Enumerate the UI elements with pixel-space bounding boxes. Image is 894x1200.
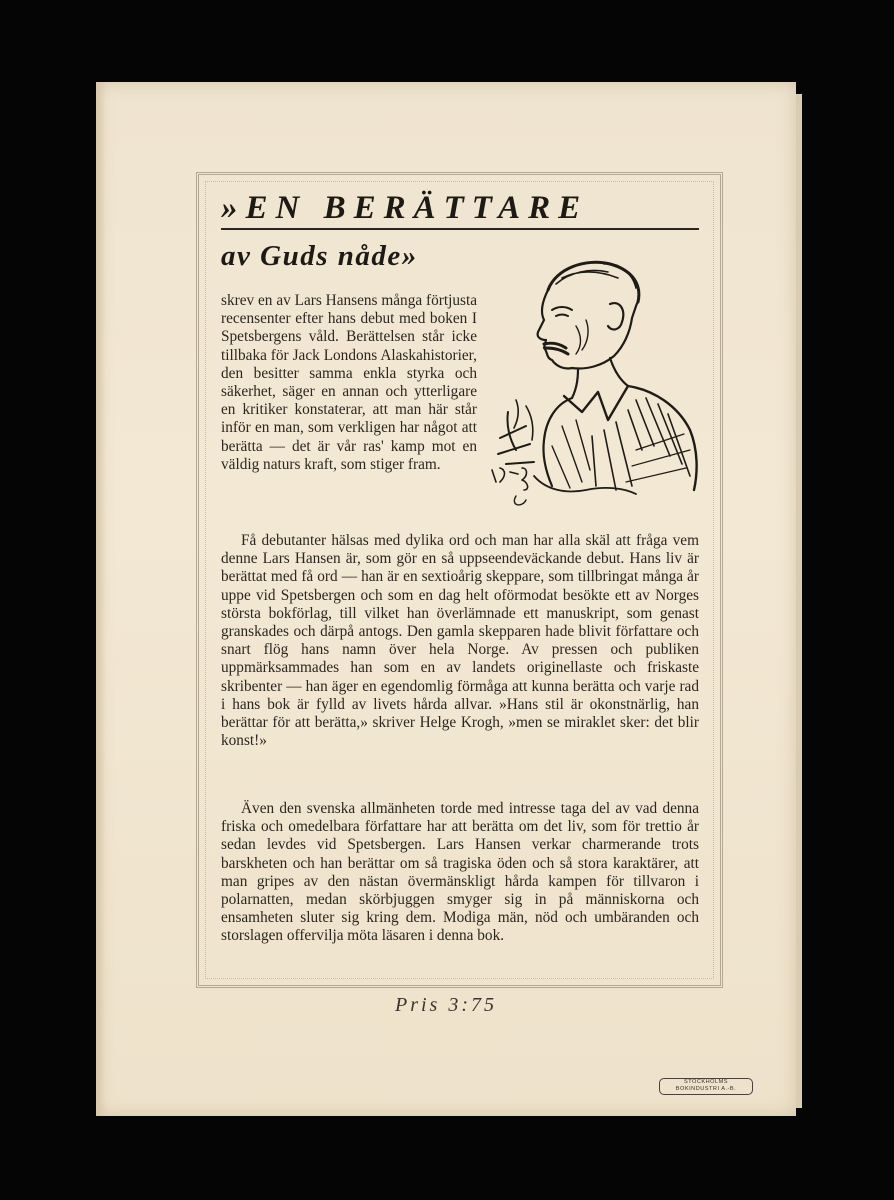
author-portrait-sketch xyxy=(486,250,702,510)
subheadline: av Guds nåde» xyxy=(221,240,418,272)
intro-paragraph: skrev en av Lars Hansens många förtjusta recensenter efter hans debut med boken I Spetsbergens våld. Berättelsen står icke tillbaka för Jack Londons Alaskahistorier, den besitter samma enkla styrka och säkerhet, säger en annan och ytterligare en kritiker konstaterar, att man här står inför en man, som verkligen har något att berätta — det är vår ras' kamp mot en väldig naturs kraft, som stiger fram. xyxy=(221,292,477,473)
price-label: Pris 3:75 xyxy=(395,994,497,1016)
printer-stamp xyxy=(659,1078,753,1095)
headline: »EN BERÄTTARE xyxy=(221,190,589,226)
book-back-cover xyxy=(96,82,796,1116)
printer-stamp-line-1: STOCKHOLMS xyxy=(683,1079,729,1085)
body-paragraph-2: Även den svenska allmänheten torde med intresse taga del av vad denna friska och omedelbara författare har att berätta om det liv, som för trettio år sedan levdes vid Spetsbergen. Lars Hansen verkar charmerande trots barskheten och han berättar om så tragiska öden och så stora karaktärer, att man gripes av den nästan övermänskligt hårda kampen för tillvaron i polarnatten, medan skörbjuggen smyger sig in på människorna och ensamheten sluter sig kring dem. Modiga män, nöd och umbäranden och storslagen offervilja möta läsaren i denna bok. xyxy=(221,800,699,945)
headline-rule xyxy=(221,228,699,230)
body-paragraph-1: Få debutanter hälsas med dylika ord och man har alla skäl att fråga vem denne Lars Hansen är, som gör en så uppseendeväckande debut. Hans liv är berättat med få ord — han är en sextioårig skeppare, som tillbringat många år uppe vid Spetsbergen och som en dag helt oförmodat besökte ett av Norges största bokförlag, till vilket han överlämnade ett manuskript, som genast granskades och därpå antogs. Den gamla skepparen hade blivit författare och snart flög hans namn över hela Norge. Av pressen och publiken uppmärksammades han som en av landets originellaste och friskaste skribenter — han äger en egendomlig förmåga att kunna berätta och varje rad i hans bok är fylld av livets hårda allvar. »Hans stil är okonstnärlig, han berättar för att berätta,» skriver Helge Krogh, »men se miraklet sker: det blir konst!» xyxy=(221,532,699,750)
printer-stamp-line-2: BOKINDUSTRI A.-B. xyxy=(675,1085,737,1092)
